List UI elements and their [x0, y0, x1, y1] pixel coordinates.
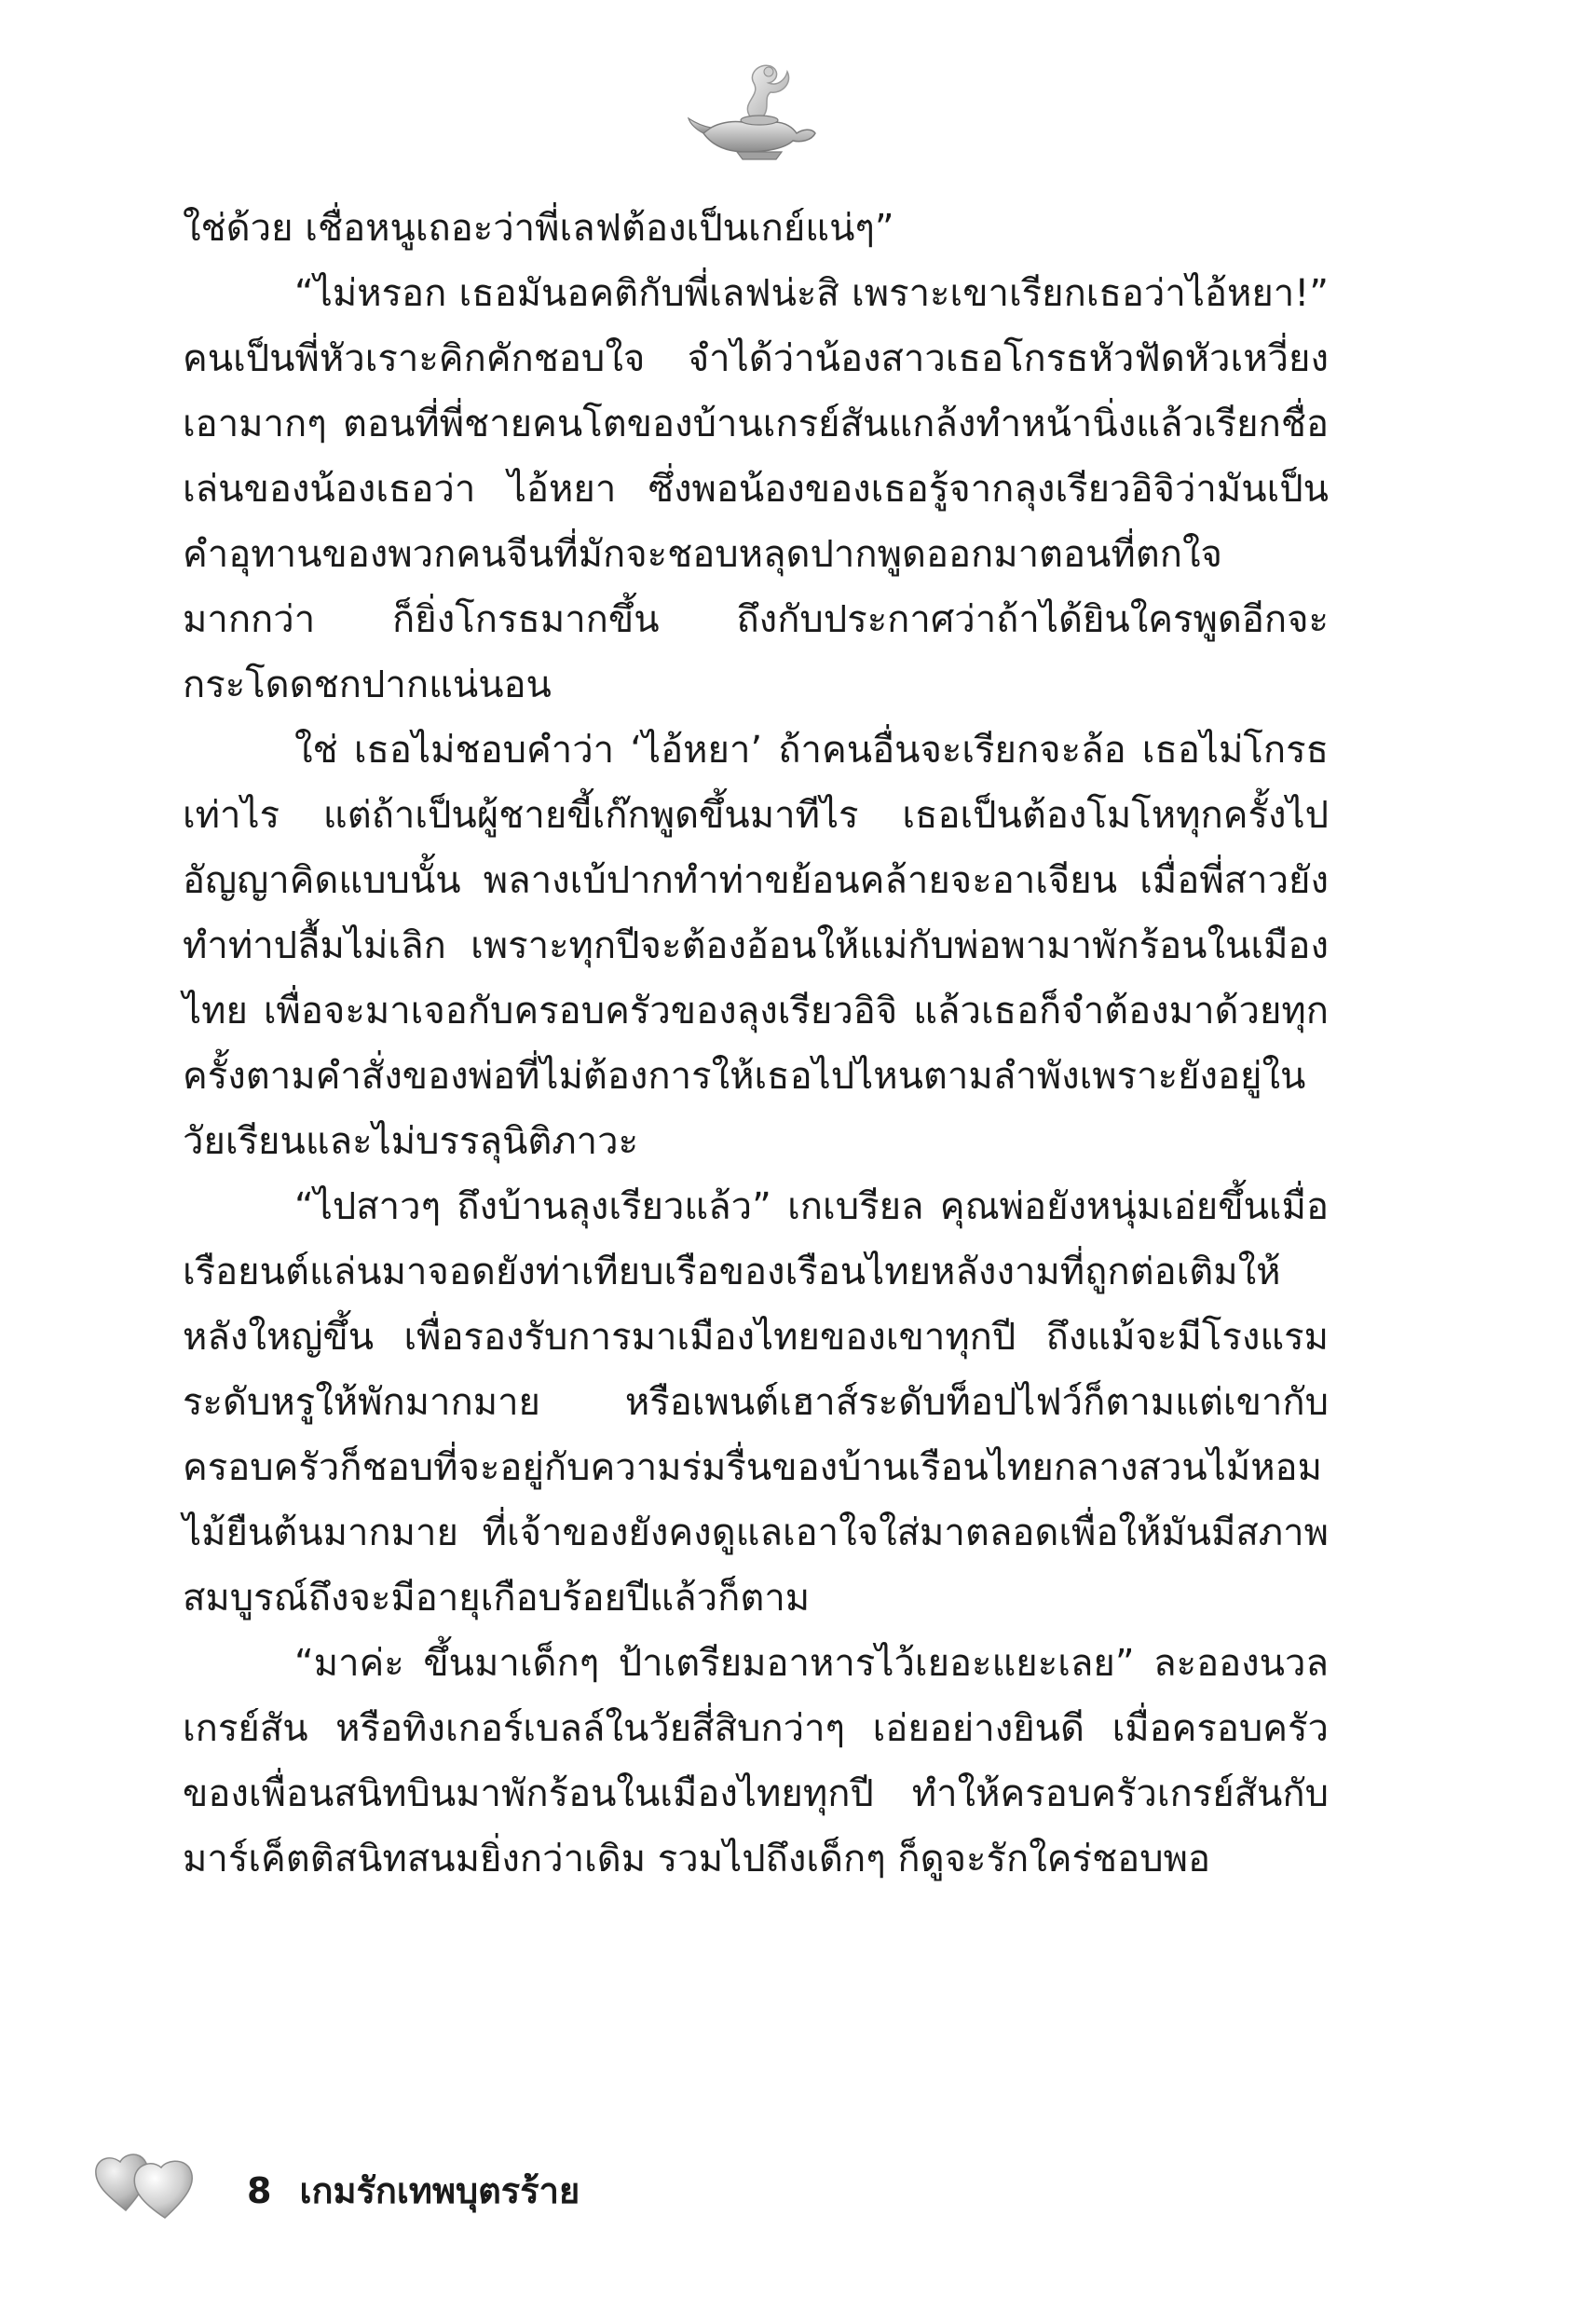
two-hearts-icon [89, 2134, 210, 2227]
paragraph-1: ใช่ด้วย เชื่อหนูเถอะว่าพี่เลฟต้องเป็นเกย์แน่ๆ” [183, 207, 894, 250]
folio [247, 2162, 580, 2219]
paragraph-2: “ไม่หรอก เธอมันอคติกับพี่เลฟน่ะสิ เพราะเขาเรียกเธอว่าไอ้หยา!” คนเป็นพี่หัวเราะคิกคักชอบใจ จำได้ว่าน้องสาวเธอโกรธหัวฟัดหัวเหวี่ยงเอามากๆ ตอนที่พี่ชายคนโตของบ้านเกรย์สันแกล้งทำหน้านิ่งแล้วเรียกชื่อเล่นของน้องเธอว่า ไอ้หยา ซึ่งพอน้องของเธอรู้จากลุงเรียวอิจิว่ามันเป็นคำอุทานของพวกคนจีนที่มักจะชอบหลุดปากพูดออกมาตอนที่ตกใจมากกว่า ก็ยิ่งโกรธมากขึ้น ถึงกับประกาศว่าถ้าได้ยินใครพูดอีกจะกระโดดชกปากแน่นอน [183, 272, 1329, 706]
book-title: เกมรักเทพบุตรร้าย [299, 2170, 580, 2211]
page-footer [89, 2134, 741, 2227]
paragraph-5: “มาค่ะ ขึ้นมาเด็กๆ ป้าเตรียมอาหารไว้เยอะแยะเลย” ละอองนวล เกรย์สัน หรือทิงเกอร์เบลล์ในวัยสี่สิบกว่าๆ เอ่ยอย่างยินดี เมื่อครอบครัวของเพื่อนสนิทบินมาพักร้อนในเมืองไทยทุกปี ทำให้ครอบครัวเกรย์สันกับมาร์เค็ตติสนิทสนมยิ่งกว่าเดิม รวมไปถึงเด็กๆ ก็ดูจะรักใคร่ชอบพอ [183, 1642, 1329, 1880]
page-body [183, 196, 1329, 1892]
genie-lamp-icon [685, 51, 825, 163]
paragraph-3: ใช่ เธอไม่ชอบคำว่า ‘ไอ้หยา’ ถ้าคนอื่นจะเรียกจะล้อ เธอไม่โกรธเท่าไร แต่ถ้าเป็นผู้ชายขี้เก๊กพูดขึ้นมาทีไร เธอเป็นต้องโมโหทุกครั้งไป อัญญาคิดแบบนั้น พลางเบ้ปากทำท่าขย้อนคล้ายจะอาเจียน เมื่อพี่สาวยังทำท่าปลื้มไม่เลิก เพราะทุกปีจะต้องอ้อนให้แม่กับพ่อพามาพักร้อนในเมืองไทย เพื่อจะมาเจอกับครอบครัวของลุงเรียวอิจิ แล้วเธอก็จำต้องมาด้วยทุกครั้งตามคำสั่งของพ่อที่ไม่ต้องการให้เธอไปไหนตามลำพังเพราะยังอยู่ในวัยเรียนและไม่บรรลุนิติภาวะ [183, 729, 1329, 1163]
page-number: 8 [247, 2170, 272, 2211]
paragraph-4: “ไปสาวๆ ถึงบ้านลุงเรียวแล้ว” เกเบรียล คุณพ่อยังหนุ่มเอ่ยขึ้นเมื่อเรือยนต์แล่นมาจอดยังท่าเทียบเรือของเรือนไทยหลังงามที่ถูกต่อเติมให้หลังใหญ่ขึ้น เพื่อรองรับการมาเมืองไทยของเขาทุกปี ถึงแม้จะมีโรงแรมระดับหรูให้พักมากมาย หรือเพนต์เฮาส์ระดับท็อปไฟว์ก็ตามแต่เขากับครอบครัวก็ชอบที่จะอยู่กับความร่มรื่นของบ้านเรือนไทยกลางสวนไม้หอมไม้ยืนต้นมากมาย ที่เจ้าของยังคงดูแลเอาใจใส่มาตลอดเพื่อให้มันมีสภาพสมบูรณ์ถึงจะมีอายุเกือบร้อยปีแล้วก็ตาม [183, 1185, 1329, 1620]
